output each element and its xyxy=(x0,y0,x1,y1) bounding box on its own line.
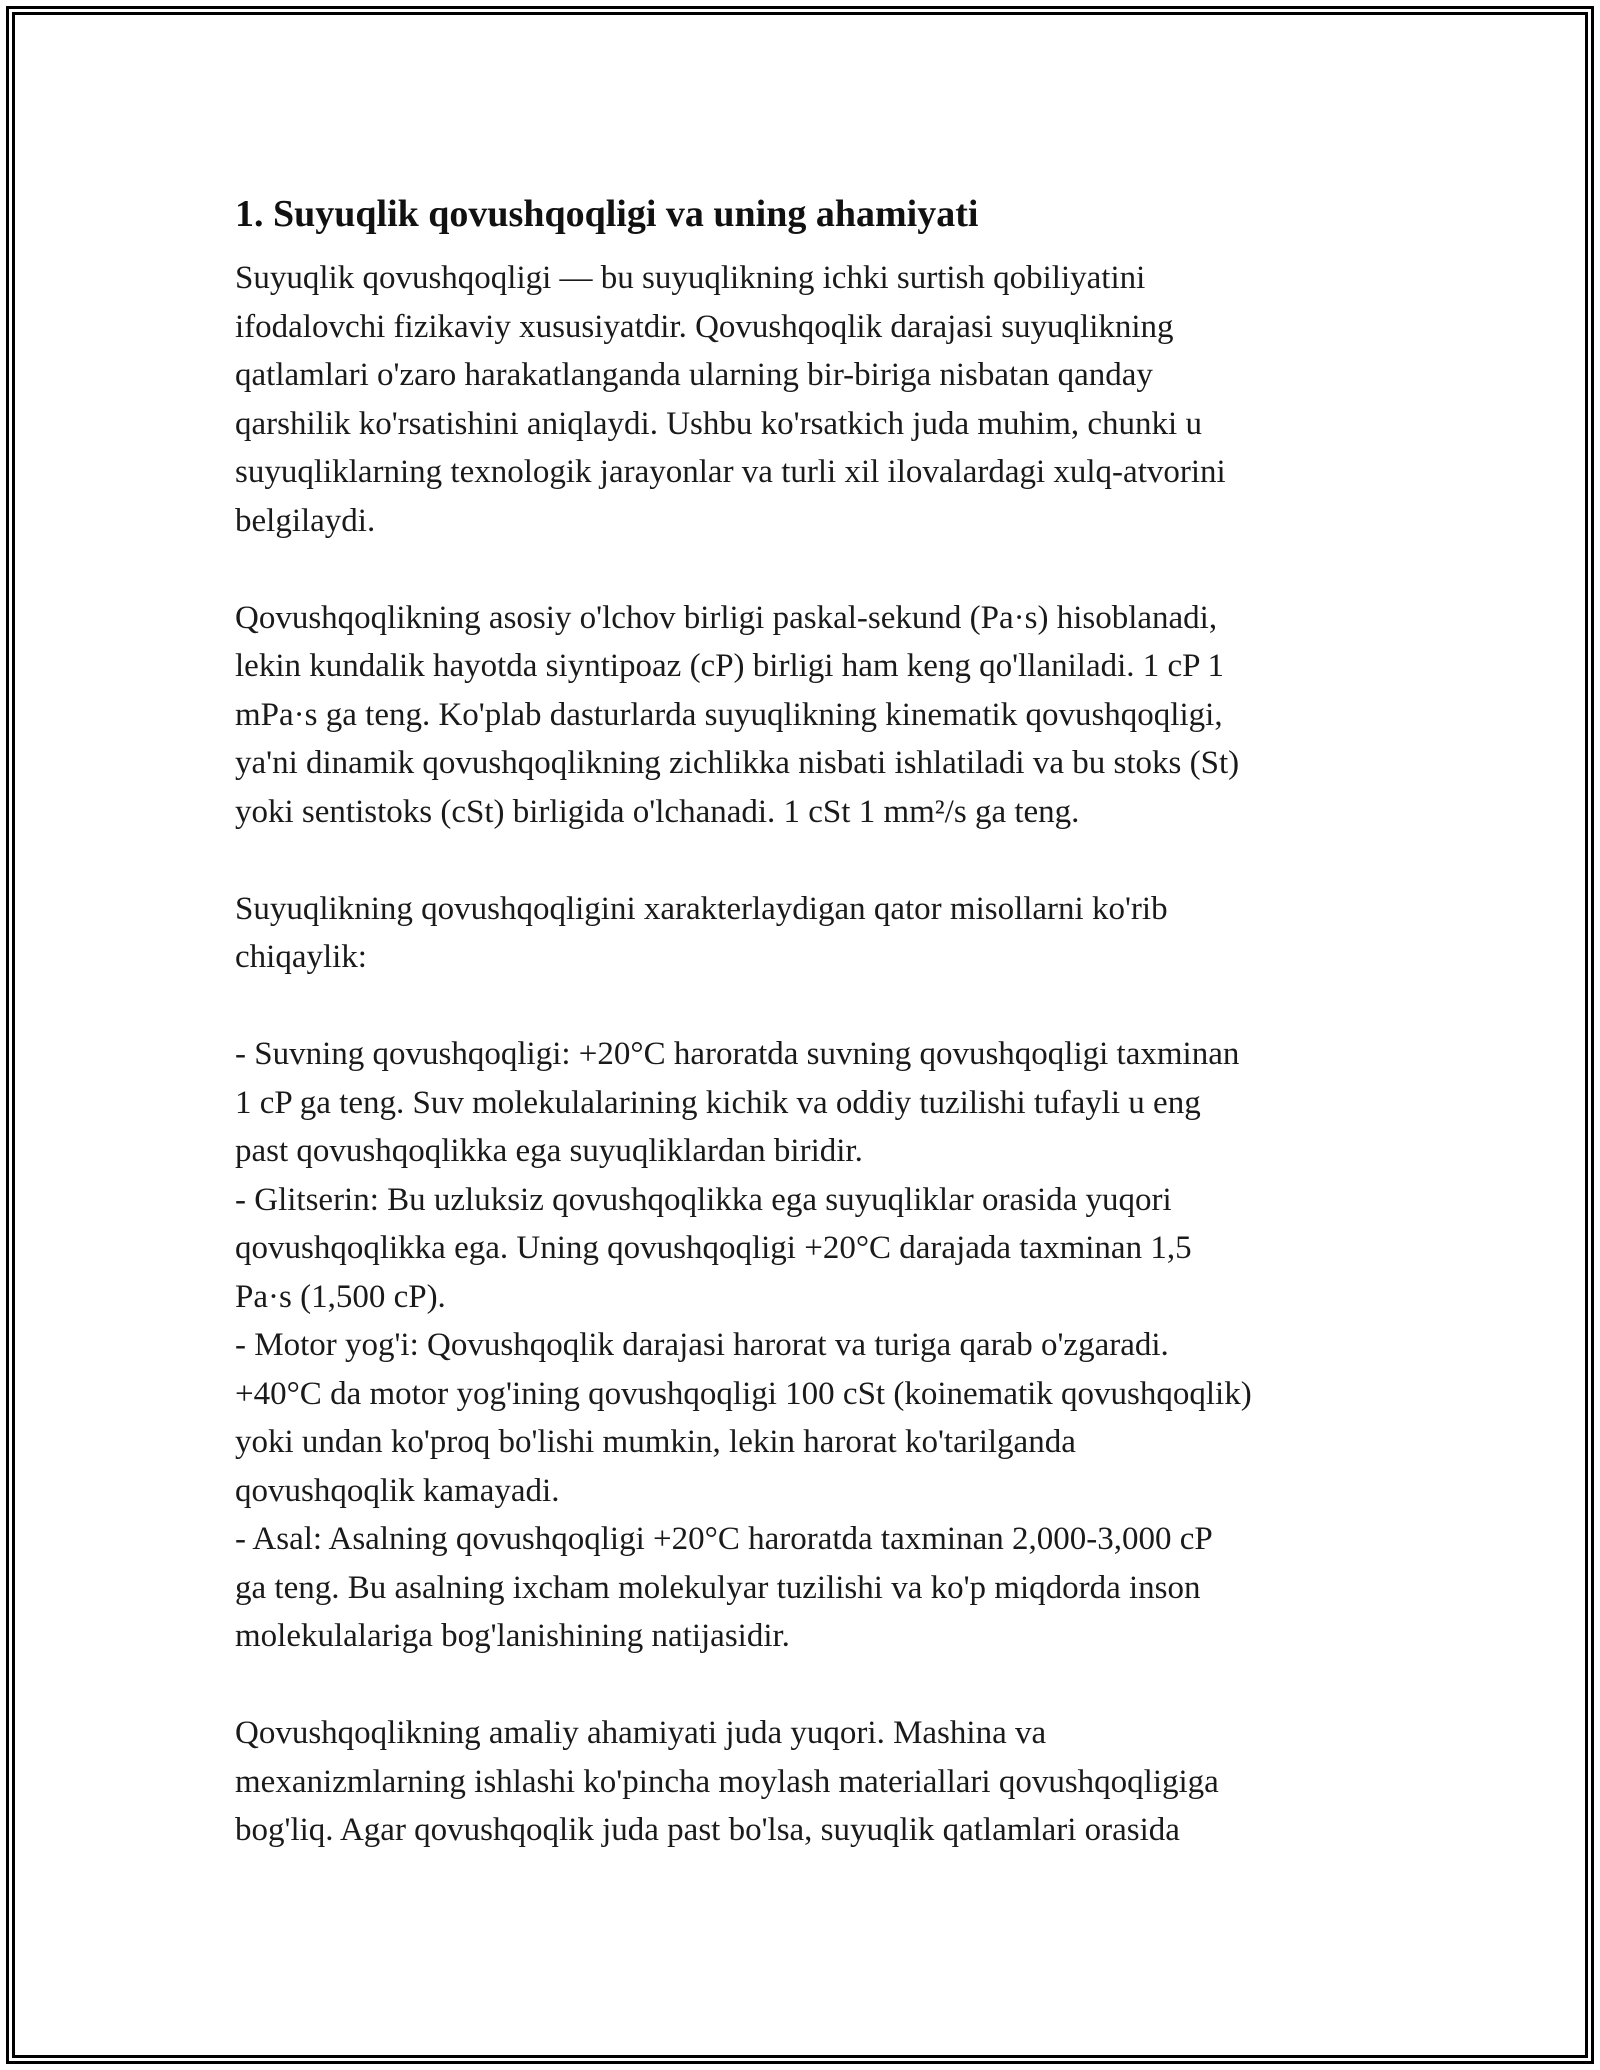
document-body xyxy=(235,188,1370,1855)
paragraph-practical-importance: Qovushqoqlikning amaliy ahamiyati juda yuqori. Mashina va mexanizmlarning ishlashi ko'pincha moylash materiallari qovushqoqligiga bog'liq. Agar qovushqoqlik juda past bo'lsa, suyuqlik qatlamlari orasida xyxy=(235,1715,1219,1848)
paragraph-examples-intro: Suyuqlikning qovushqoqligini xarakterlaydigan qator misollarni ko'rib chiqaylik: xyxy=(235,890,1168,975)
spacer xyxy=(235,1661,1370,1710)
list-item-motor-oil: - Motor yog'i: Qovushqoqlik darajasi harorat va turiga qarab o'zgaradi. +40°C da motor yog'ining qovushqoqligi 100 cSt (koinematik qovushqoqlik) yoki undan ko'proq bo'lishi mumkin, lekin harorat ko'tarilganda qovushqoqlik kamayadi. xyxy=(235,1327,1252,1509)
list-item-honey: - Asal: Asalning qovushqoqligi +20°C haroratda taxminan 2,000-3,000 cP ga teng. Bu asalning ixcham molekulyar tuzilishi va ko'p miqdorda inson molekulalariga bog'lanishining natijasidir. xyxy=(235,1521,1213,1654)
list-item-glycerin: - Glitserin: Bu uzluksiz qovushqoqlikka ega suyuqliklar orasida yuqori qovushqoqlikka ega. Uning qovushqoqligi +20°C darajada taxminan 1,5 Pa·s (1,500 cP). xyxy=(235,1181,1192,1315)
examples-list xyxy=(235,1030,1370,1661)
list-item-water: - Suvning qovushqoqligi: +20°C haroratda suvning qovushqoqligi taxminan 1 cP ga teng. Suv molekulalarining kichik va oddiy tuzilishi tufayli u eng past qovushqoqlikka ega suyuqliklardan biridir. xyxy=(235,1036,1240,1169)
section-heading: 1. Suyuqlik qovushqoqligi va uning ahamiyati xyxy=(235,193,979,235)
paragraph-units: Qovushqoqlikning asosiy o'lchov birligi paskal-sekund (Pa·s) hisoblanadi, lekin kundalik hayotda siyntipoaz (cP) birligi ham keng qo'llaniladi. 1 cP 1 mPa·s ga teng. Ko'plab dasturlarda suyuqlikning kinematik qovushqoqligi, ya'ni dinamik qovushqoqlikning zichlikka nisbati ishlatiladi va bu stoks (St) yoki sentistoks (cSt) birligida o'lchanadi. 1 cSt 1 mm²/s ga teng. xyxy=(235,599,1240,830)
spacer xyxy=(235,982,1370,1031)
paragraph-definition: Suyuqlik qovushqoqligi — bu suyuqlikning ichki surtish qobiliyatini ifodalovchi fizikaviy xususiyatdir. Qovushqoqlik darajasi suyuqlikning qatlamlari o'zaro harakatlanganda ularning bir-biriga nisbatan qanday qarshilik ko'rsatishini aniqlaydi. Ushbu ko'rsatkich juda muhim, chunki u suyuqliklarning texnologik jarayonlar va turli xil ilovalardagi xulq-atvorini belgilaydi. xyxy=(235,260,1226,539)
